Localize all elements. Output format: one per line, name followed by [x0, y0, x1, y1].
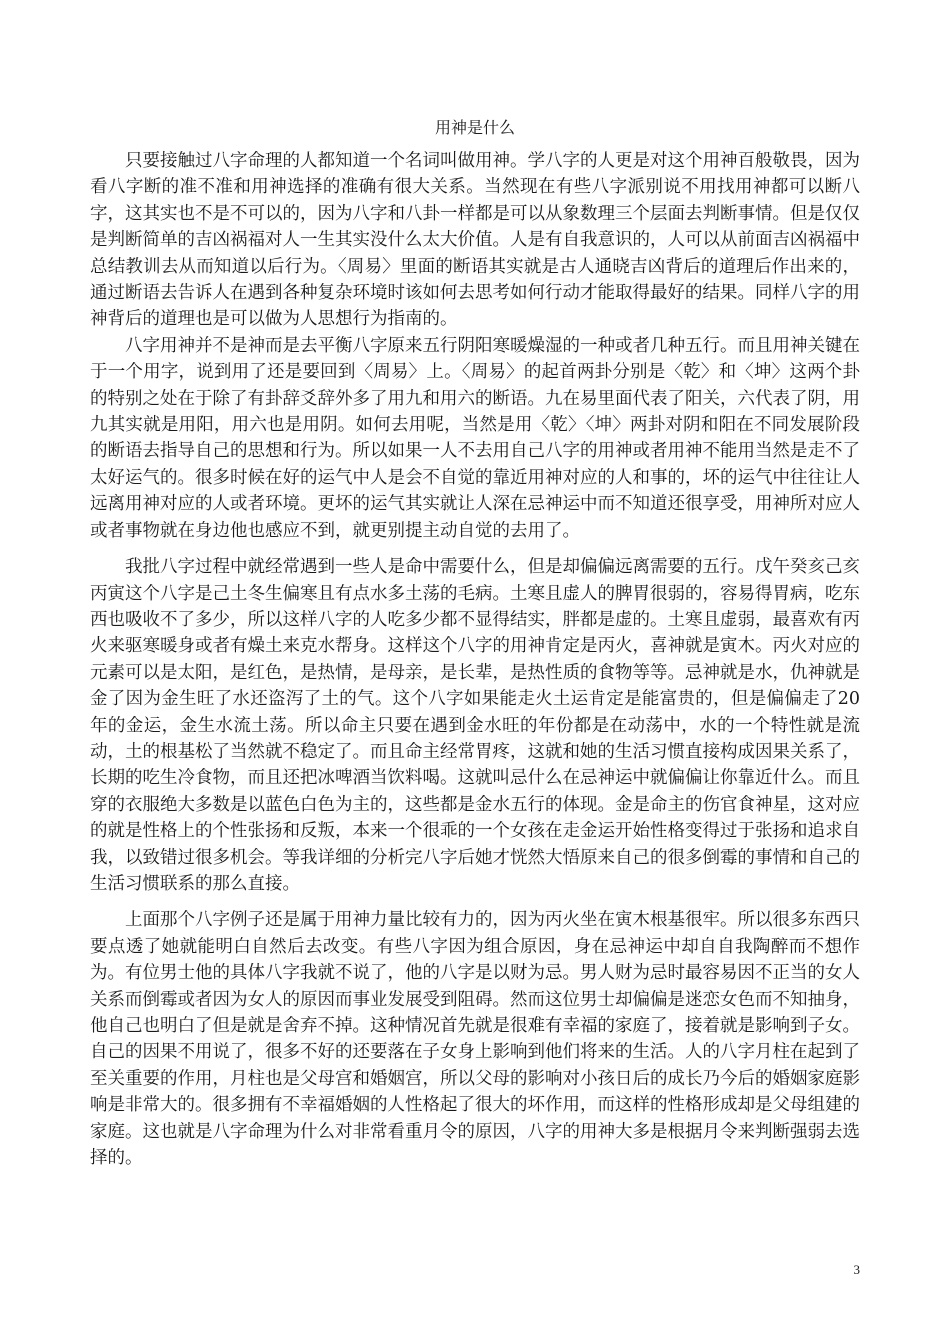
paragraph-4: 上面那个八字例子还是属于用神力量比较有力的，因为丙火坐在寅木根基很牢。所以很多东西只要点透了她就能明白自然后去改变。有些八字因为组合原因，身在忌神运中却自自我陶醉而不想作为。有位男士他的具体八字我就不说了，他的八字是以财为忌。男人财为忌时最容易因不正当的女人关系而倒霉或者因为女人的原因而事业发展受到阻碍。然而这位男士却偏偏是迷恋女色而不知抽身，他自己也明白了但是就是舍弃不掉。这种情况首先就是很难有幸福的家庭了，接着就是影响到子女。自己的因果不用说了，很多不好的还要落在子女身上影响到他们将来的生活。人的八字月柱在起到了至关重要的作用，月柱也是父母宫和婚姻宫，所以父母的影响对小孩日后的成长乃今后的婚姻家庭影响是非常大的。很多拥有不幸福婚姻的人性格起了很大的坏作用，而这样的性格形成却是父母组建的家庭。这也就是八字命理为什么对非常看重月令的原因，八字的用神大多是根据月令来判断强弱去选择的。: [90, 910, 860, 1169]
document-page: [90, 112, 860, 1171]
page-number: 3: [853, 1262, 860, 1277]
document-title: 用神是什么: [434, 118, 515, 137]
paragraph-2: 八字用神并不是神而是去平衡八字原来五行阴阳寒暖燥湿的一种或者几种五行。而且用神关键在于一个用字，说到用了还是要回到〈周易〉上。〈周易〉的起首两卦分别是〈乾〉和〈坤〉这两个卦的特别之处在于除了有卦辞爻辞外多了用九和用六的断语。九在易里面代表了阳关，六代表了阴，用九其实就是用阳，用六也是用阴。如何去用呢，当然是用〈乾〉〈坤〉两卦对阴和阳在不同发展阶段的断语去指导自己的思想和行为。所以如果一人不去用自己八字的用神或者用神不能用当然是走不了太好运气的。很多时候在好的运气中人是会不自觉的靠近用神对应的人和事的，坏的运气中往往让人远离用神对应的人或者环境。更坏的运气其实就让人深在忌神运中而不知道还很享受，用神所对应人或者事物就在身边他也感应不到，就更别提主动自觉的去用了。: [90, 335, 860, 541]
paragraph-3: 我批八字过程中就经常遇到一些人是命中需要什么，但是却偏偏远离需要的五行。戊午癸亥己亥丙寅这个八字是己土冬生偏寒且有点水多土荡的毛病。土寒且虚人的脾胃很弱的，容易得胃病，吃东西也吸收不了多少，所以这样八字的人吃多少都不显得结实，胖都是虚的。土寒且虚弱，最喜欢有丙火来驱寒暖身或者有燥土来克水帮身。这样这个八字的用神肯定是丙火，喜神就是寅木。丙火对应的元素可以是太阳，是红色，是热情，是母亲，是长辈，是热性质的食物等等。忌神就是水，仇神就是金了因为金生旺了水还盗泻了土的气。这个八字如果能走火土运肯定是能富贵的，但是偏偏走了20年的金运，金生水流土荡。所以命主只要在遇到金水旺的年份都是在动荡中，水的一个特性就是流动，土的根基松了当然就不稳定了。而且命主经常胃疼，这就和她的生活习惯直接构成因果关系了，长期的吃生冷食物，而且还把冰啤酒当饮料喝。这就叫忌什么在忌神运中就偏偏让你靠近什么。而且穿的衣服绝大多数是以蓝色白色为主的，这些都是金水五行的体现。金是命主的伤官食神星，这对应的就是性格上的个性张扬和反叛，本来一个很乖的一个女孩在走金运开始性格变得过于张扬和追求自我，以致错过很多机会。等我详细的分析完八字后她才恍然大悟原来自己的很多倒霉的事情和自己的生活习惯联系的那么直接。: [90, 557, 860, 894]
paragraph-1: 只要接触过八字命理的人都知道一个名词叫做用神。学八字的人更是对这个用神百般敬畏，因为看八字断的准不准和用神选择的准确有很大关系。当然现在有些八字派别说不用找用神都可以断八字，这其实也不是不可以的，因为八字和八卦一样都是可以从象数理三个层面去判断事情。但是仅仅是判断简单的吉凶祸福对人一生其实没什么太大价值。人是有自我意识的，人可以从前面吉凶祸福中总结教训去从而知道以后行为。〈周易〉里面的断语其实就是古人通晓吉凶背后的道理后作出来的，通过断语去告诉人在遇到各种复杂环境时该如何去思考如何行动才能取得最好的结果。同样八字的用神背后的道理也是可以做为人思想行为指南的。: [90, 151, 860, 330]
